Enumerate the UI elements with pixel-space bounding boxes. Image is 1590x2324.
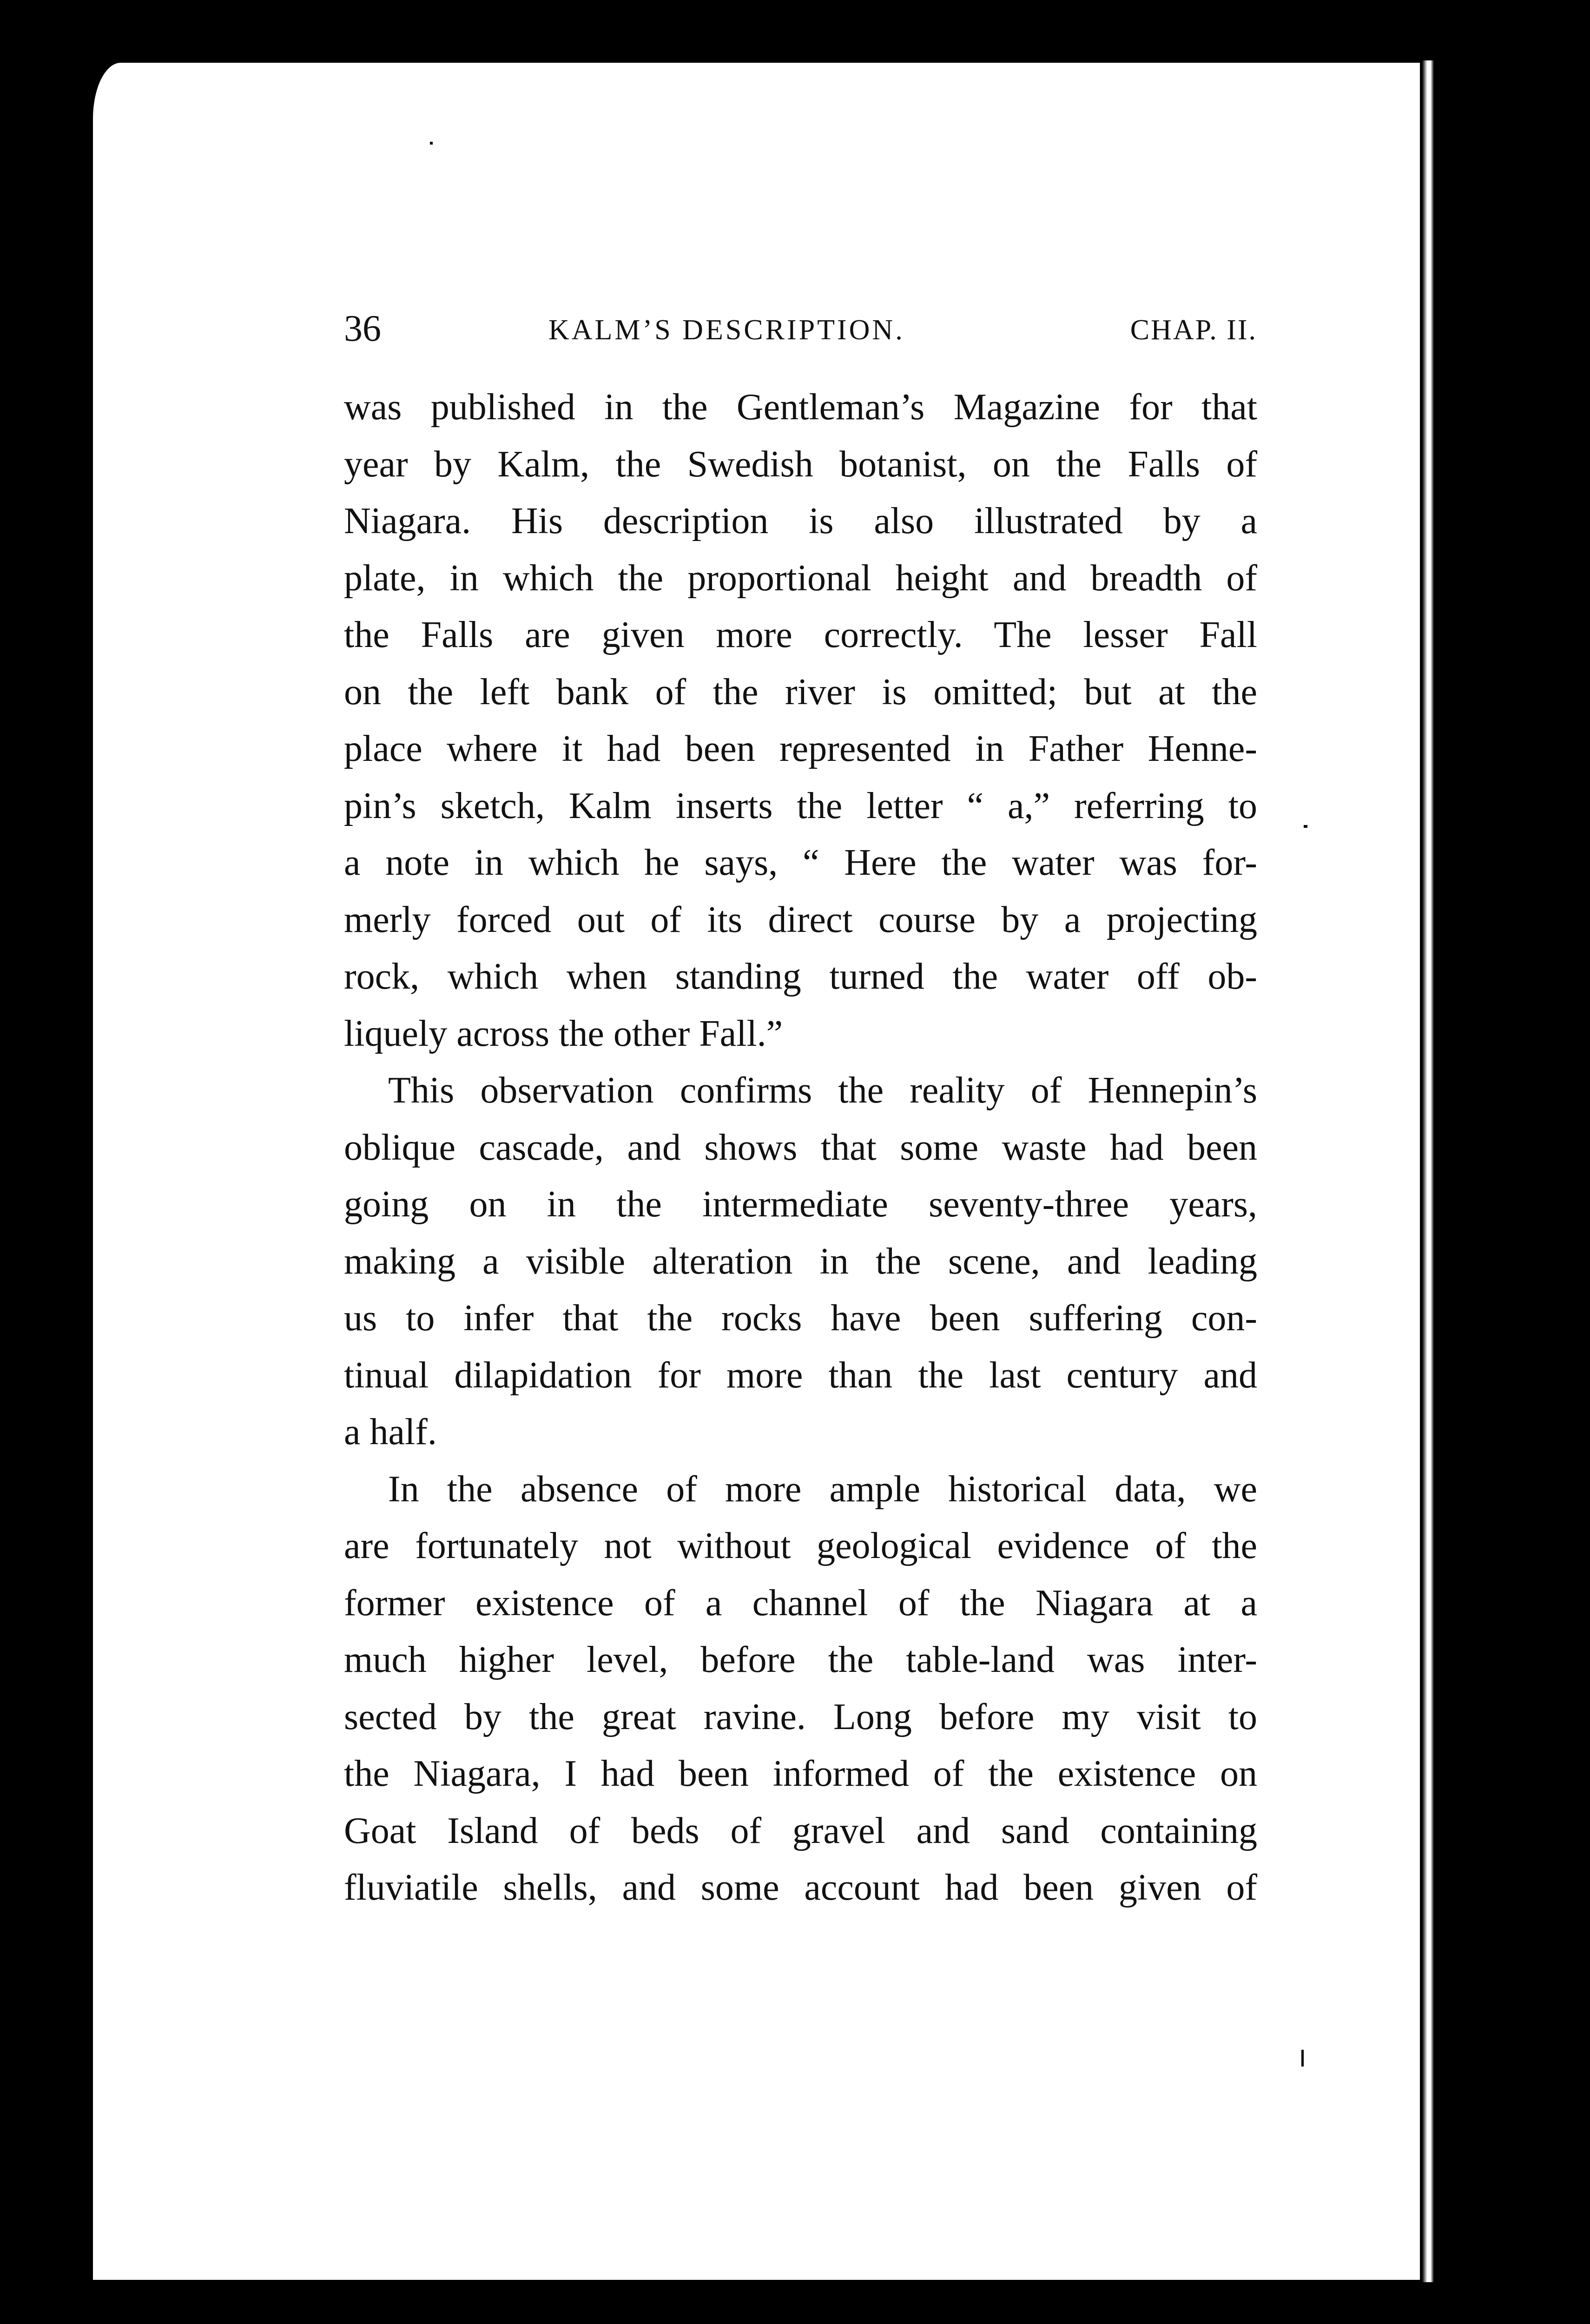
text-line: a note in which he says, “ Here the water was for- [344,842,1257,883]
text-line: the Niagara, I had been informed of the existence on [344,1753,1257,1794]
stray-mark [1304,825,1307,828]
paragraph [344,1461,1257,1916]
text-line: making a visible alteration in the scene, and leading [344,1241,1257,1282]
text-line: on the left bank of the river is omitted; but at the [344,671,1257,713]
text-line: sected by the great ravine. Long before my visit to [344,1696,1257,1737]
text-line: going on in the intermediate seventy-three years, [344,1184,1257,1225]
running-title: KALM’S DESCRIPTION. [548,314,905,346]
text-line: oblique cascade, and shows that some waste had been [344,1127,1257,1168]
running-header [344,303,1257,354]
text-line: rock, which when standing turned the water off ob- [344,956,1257,997]
text-line: In the absence of more ample historical data, we [388,1468,1257,1510]
text-line: This observation confirms the reality of Hennepin’s [388,1070,1257,1111]
text-line: the Falls are given more correctly. The lesser Fall [344,614,1257,655]
text-line: was published in the Gentleman’s Magazine for that [344,387,1257,428]
text-line: us to infer that the rocks have been suffering con- [344,1298,1257,1339]
left-scan-edge [9,442,28,1557]
chapter-label: CHAP. II. [1130,314,1257,346]
text-line: tinual dilapidation for more than the last century and [344,1354,1257,1396]
text-line: merly forced out of its direct course by a projecting [344,899,1257,940]
text-line: place where it had been represented in Father Henne- [344,728,1257,769]
right-scan-edge [1422,60,1450,2282]
body-text [344,379,1257,1916]
stray-mark [430,142,433,145]
text-line: year by Kalm, the Swedish botanist, on the Falls of [344,443,1257,485]
page-number: 36 [344,308,381,349]
text-line: fluviatile shells, and some account had been given of [344,1867,1257,1908]
stray-mark [1301,2050,1304,2067]
text-line: Goat Island of beds of gravel and sand containing [344,1810,1257,1851]
text-line: a half. [344,1412,437,1452]
paragraph [344,379,1257,1062]
text-line: Niagara. His description is also illustrated by a [344,501,1257,541]
text-line: much higher level, before the table-land was inter- [344,1639,1257,1680]
text-line: former existence of a channel of the Niagara at a [344,1582,1257,1624]
text-line: are fortunately not without geological evidence of the [344,1525,1257,1566]
text-line: plate, in which the proportional height and breadth of [344,557,1257,599]
paragraph [344,1062,1257,1461]
text-line: pin’s sketch, Kalm inserts the letter “ a,” referring to [344,785,1257,826]
text-line: liquely across the other Fall.” [344,1013,783,1054]
